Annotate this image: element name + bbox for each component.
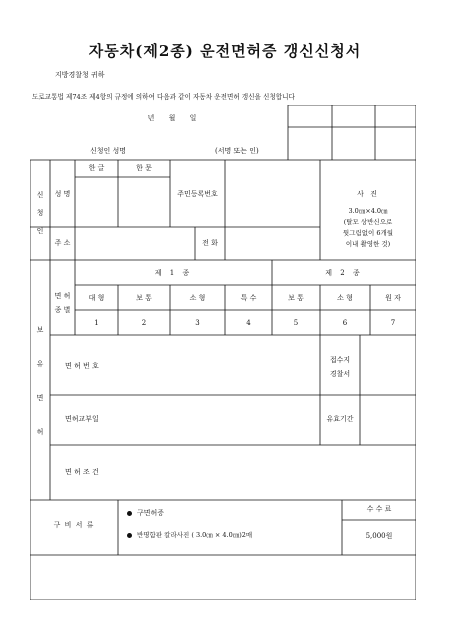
license-number-label: 면 허 번 호: [65, 362, 99, 370]
type-ordinary-2: 보 통: [288, 294, 304, 302]
name-hanja-field[interactable]: [119, 178, 169, 226]
type-number-5: 5: [293, 319, 299, 327]
document-item-2-text: 반명함판 칼라사진 ( 3.0㎝ × 4.0㎝)2매: [137, 531, 253, 539]
type-small-1: 소 형: [189, 294, 206, 302]
date-label: 년 월 일: [147, 114, 203, 122]
receiving-station-field[interactable]: [361, 336, 415, 394]
documents-label: 구 비 서 류: [53, 521, 95, 529]
type-large: 대 형: [88, 294, 105, 302]
rrn-field[interactable]: [226, 161, 319, 226]
conditions-label: 면 허 조 건: [65, 468, 99, 476]
phone-label: 전 화: [202, 239, 218, 247]
document-item-2: [127, 532, 252, 539]
form-title: 자동차(제2종) 운전면허증 갱신신청서: [88, 42, 362, 60]
sign-hint: (서명 또는 인): [215, 147, 259, 155]
type-ordinary-1: 보 통: [136, 294, 152, 302]
license-section-char-2: 유: [36, 360, 44, 368]
type-motorized: 원 자: [385, 294, 401, 302]
receiving-station-label-2: 경찰서: [329, 370, 351, 378]
validity-label: 유효기간: [326, 415, 354, 423]
document-item-1-text: 구면허증: [137, 509, 165, 517]
type-number-6: 6: [342, 319, 348, 327]
intro-text: 도로교통법 제74조 제4항의 규정에 의하여 다음과 같이 자동차 운전면허 갱신을 신청합니다: [32, 93, 295, 101]
address-field[interactable]: [76, 228, 194, 259]
applicant-sign-label: 신청인 성명: [90, 147, 127, 155]
photo-note-3: 이내 촬영한 것): [345, 240, 391, 248]
type-number-7: 7: [390, 319, 396, 327]
applicant-section-char-2: 청: [36, 209, 44, 217]
issue-date-field[interactable]: [130, 396, 319, 444]
class-2-heading: 제 2 종: [325, 269, 363, 277]
hanja-label: 한 문: [136, 164, 152, 172]
application-form: [30, 105, 416, 600]
bullet-icon: [127, 533, 132, 538]
type-number-4: 4: [246, 319, 251, 327]
conditions-field[interactable]: [130, 446, 415, 499]
photo-note-1: (탈모 상반신으로: [343, 218, 393, 226]
name-hangul-field[interactable]: [76, 178, 117, 226]
addressee: 지방경찰청 귀하: [55, 71, 105, 79]
hangul-label: 한 글: [88, 164, 105, 172]
address-label: 주 소: [54, 239, 71, 247]
approval-boxes[interactable]: [288, 127, 416, 160]
license-section-char-1: 보: [36, 326, 44, 334]
fee-value: 5,000원: [365, 532, 393, 540]
photo-size: 3.0㎝×4.0㎝: [348, 207, 388, 215]
phone-field[interactable]: [226, 228, 319, 259]
applicant-section-char-1: 신: [36, 191, 44, 199]
name-label: 성 명: [54, 190, 71, 198]
license-number-field[interactable]: [130, 336, 319, 394]
type-number-2: 2: [141, 319, 147, 327]
photo-label: 사 진: [357, 190, 379, 198]
license-section-char-4: 허: [36, 428, 44, 436]
photo-note-2: 뒷그림없이 6개월: [342, 229, 394, 237]
document-item-1: [127, 510, 164, 517]
type-small-2: 소 형: [337, 294, 353, 302]
license-type-label-1: 면 허: [54, 292, 71, 300]
issue-date-label: 면허교부일: [65, 415, 99, 423]
rrn-label: 주민등록번호: [177, 190, 218, 198]
applicant-section-char-3: 인: [36, 227, 44, 235]
validity-field[interactable]: [361, 396, 415, 444]
license-section-char-3: 면: [36, 394, 44, 402]
type-number-3: 3: [195, 319, 200, 327]
bullet-icon: [127, 511, 132, 516]
receiving-station-label-1: 접수지: [329, 356, 351, 364]
fee-label: 수 수 료: [366, 505, 392, 513]
class-1-heading: 제 1 종: [154, 269, 193, 277]
license-type-label-2: 종 별: [54, 306, 71, 314]
type-number-1: 1: [94, 319, 99, 327]
type-special: 특 수: [240, 294, 257, 302]
